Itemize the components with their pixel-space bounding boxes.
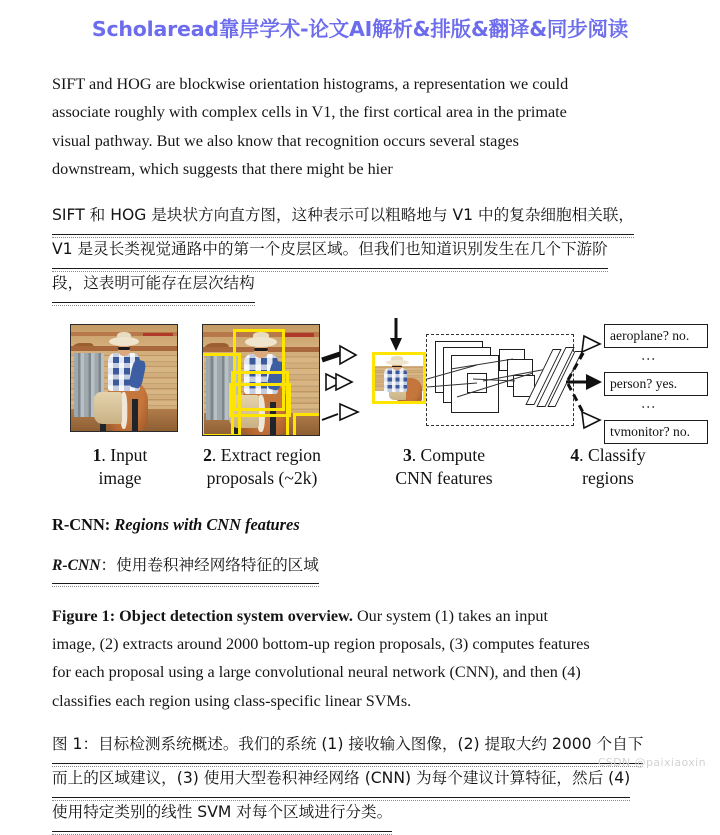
classification-result-tvmonitor: tvmonitor? no. <box>604 420 708 444</box>
region-proposal-box <box>231 371 289 436</box>
rodeo-photo-crop <box>375 355 423 401</box>
translated-paragraph-line: V1 是灵长类视觉通路中的第一个皮层区域。但我们也知道识别发生在几个下游阶 <box>52 232 680 266</box>
region-proposals-panel <box>202 324 320 436</box>
rcnn-heading-lead: R-CNN: <box>52 514 111 534</box>
figure-caption-translated-line: 图 1：目标检测系统概述。我们的系统 (1) 接收输入图像，(2) 提取大约 2000 个自下 <box>52 727 680 761</box>
source-paragraph-line: SIFT and HOG are blockwise orientation histograms, a representation we could <box>52 75 569 93</box>
figure-caption-line: classifies each region using class-specific linear SVMs. <box>52 691 412 710</box>
figure-caption-english <box>52 602 680 716</box>
source-paragraph <box>52 70 680 184</box>
rcnn-heading-translated <box>52 550 680 580</box>
figure-step-2 <box>178 444 346 490</box>
rodeo-photo <box>71 325 177 431</box>
figure-step-4-number: 4 <box>570 444 580 465</box>
figure-step-1-line2: image <box>98 467 142 488</box>
document-body <box>0 54 720 829</box>
figure-step-3-number: 3 <box>402 444 412 465</box>
figure-object-detection-overview <box>48 316 691 502</box>
proposal-to-cnn-arrows <box>320 324 376 436</box>
figure-caption-line: Our system (1) takes an input <box>352 606 549 625</box>
app-title: Scholaread靠岸学术-论文AI解析&排版&翻译&同步阅读 <box>91 17 629 41</box>
classification-result-aeroplane: aeroplane? no. <box>604 324 708 348</box>
source-paragraph-line: associate roughly with complex cells in V1, the first cortical area in the primate <box>52 103 567 122</box>
rcnn-heading-translated-lead: R-CNN <box>52 556 101 574</box>
rcnn-heading-translated-rest: ：使用卷积神经网络特征的区域 <box>100 555 319 574</box>
rcnn-heading-translated-line <box>52 550 680 580</box>
figure-caption-translated-line: 使用特定类别的线性 SVM 对每个区域进行分类。 <box>52 795 680 829</box>
ellipsis-icon: ⋮ <box>640 399 655 416</box>
figure-step-2-line1: . Extract region <box>211 444 321 465</box>
cnn-feature-extractor <box>426 334 574 426</box>
app-header <box>0 0 720 54</box>
figure-step-3 <box>364 444 524 490</box>
source-paragraph-line: visual pathway. But we also know that recognition occurs several stages <box>52 131 519 150</box>
figure-caption-line: for each proposal using a large convolutional neural network (CNN), and then (4) <box>52 663 581 682</box>
region-proposal-box <box>293 413 320 436</box>
classification-result-person: person? yes. <box>604 372 708 396</box>
figure-step-4-line2: regions <box>582 467 634 488</box>
rcnn-heading-italic: Regions with CNN features <box>114 514 300 534</box>
figure-step-4 <box>542 444 674 490</box>
rcnn-heading-english <box>52 514 680 536</box>
translated-paragraph-line: SIFT 和 HOG 是块状方向直方图，这种表示可以粗略地与 V1 中的复杂细胞相关联， <box>52 198 680 232</box>
figure-caption-line: image, (2) extracts around 2000 bottom-up region proposals, (3) computes features <box>52 635 590 654</box>
figure-step-1-line1: . Input <box>101 444 148 465</box>
source-paragraph-line: downstream, which suggests that there might be hier <box>52 160 393 179</box>
figure-step-2-line2: proposals (~2k) <box>206 467 318 488</box>
warp-down-arrow <box>388 318 404 352</box>
ellipsis-icon: ⋮ <box>640 351 655 368</box>
figure-step-1-number: 1 <box>92 444 102 465</box>
figure-caption-translated-line: 而上的区域建议，(3) 使用大型卷积神经网络 (CNN) 为每个建议计算特征，然后 (4) <box>52 761 680 795</box>
figure-caption-bold-lead: Figure 1: Object detection system overview. <box>52 606 353 625</box>
input-image-panel <box>70 324 178 432</box>
figure-caption-translated <box>52 727 680 829</box>
watermark: CSDN @paixiaoxin <box>597 756 706 769</box>
translated-paragraph-line: 段，这表明可能存在层次结构 <box>52 266 680 300</box>
figure-step-3-line1: . Compute <box>411 444 486 465</box>
figure-step-3-line2: CNN features <box>395 467 493 488</box>
figure-step-4-line1: . Classify <box>579 444 646 465</box>
warped-region-crop <box>372 352 426 404</box>
translated-paragraph <box>52 198 680 300</box>
figure-step-1 <box>60 444 180 490</box>
figure-step-2-number: 2 <box>203 444 212 465</box>
